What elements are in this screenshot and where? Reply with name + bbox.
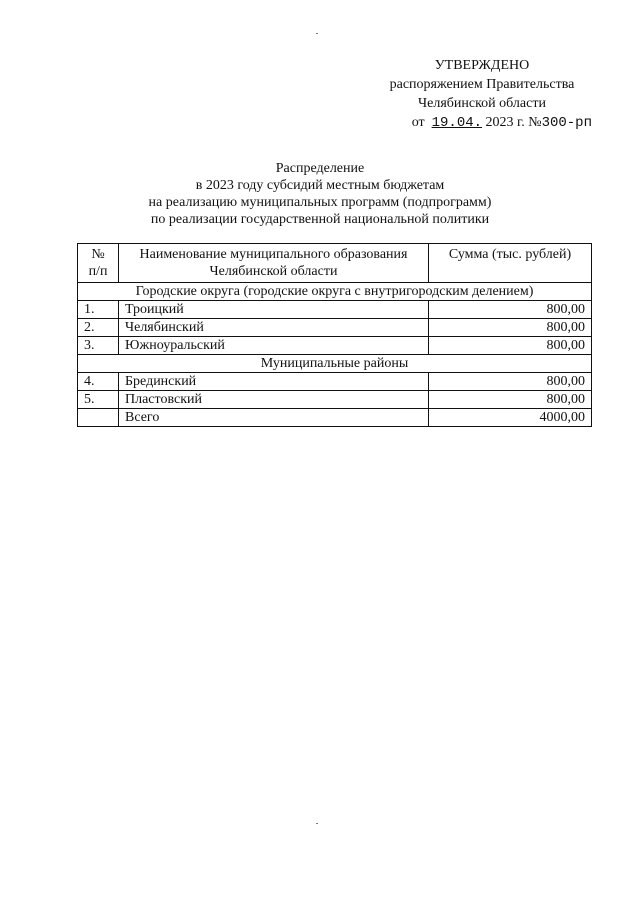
row-num: 3. — [78, 337, 119, 355]
date-value: 19.04. — [431, 115, 483, 131]
section-row — [78, 283, 592, 301]
total-num-empty — [78, 409, 119, 427]
table-row — [78, 391, 592, 409]
number-sign: № — [528, 115, 542, 130]
row-name: Троицкий — [119, 301, 429, 319]
title-line-2: в 2023 году субсидий местным бюджетам — [195, 178, 445, 193]
order-number: 300-рп — [541, 115, 592, 131]
row-name: Южноуральский — [119, 337, 429, 355]
header-name: Наименование муниципального образования Челябинской области — [119, 244, 429, 283]
section-urban-districts: Городские округа (городские округа с внутригородским делением) — [78, 283, 592, 301]
row-sum: 800,00 — [429, 319, 592, 337]
approval-line-1: распоряжением Правительства — [389, 77, 575, 92]
table-header-row — [78, 244, 592, 283]
row-sum: 800,00 — [429, 337, 592, 355]
total-row — [78, 409, 592, 427]
section-row — [78, 355, 592, 373]
row-name: Челябинский — [119, 319, 429, 337]
total-label: Всего — [119, 409, 429, 427]
section-municipal-districts: Муниципальные районы — [78, 355, 592, 373]
document-title — [0, 160, 640, 228]
total-sum: 4000,00 — [429, 409, 592, 427]
date-year: 2023 г. — [485, 115, 525, 130]
row-sum: 800,00 — [429, 301, 592, 319]
header-sum: Сумма (тыс. рублей) — [429, 244, 592, 283]
row-num: 2. — [78, 319, 119, 337]
distribution-table — [77, 243, 592, 427]
scan-speck — [316, 33, 318, 34]
approved-heading: УТВЕРЖДЕНО — [434, 58, 530, 73]
scan-speck — [316, 823, 318, 824]
table-row — [78, 319, 592, 337]
approval-line-2: Челябинской области — [418, 96, 546, 111]
row-sum: 800,00 — [429, 373, 592, 391]
title-line-1: Распределение — [275, 161, 365, 176]
table-row — [78, 337, 592, 355]
row-sum: 800,00 — [429, 391, 592, 409]
date-prefix: от — [411, 115, 425, 130]
title-line-3: на реализацию муниципальных программ (подпрограмм) — [148, 195, 492, 210]
approval-date-line — [372, 113, 592, 133]
row-num: 1. — [78, 301, 119, 319]
table-row — [78, 301, 592, 319]
header-num: № п/п — [78, 244, 119, 283]
row-name: Пластовский — [119, 391, 429, 409]
table-row — [78, 373, 592, 391]
title-line-4: по реализации государственной национальной политики — [150, 212, 490, 227]
row-name: Брединский — [119, 373, 429, 391]
row-num: 5. — [78, 391, 119, 409]
row-num: 4. — [78, 373, 119, 391]
approval-block — [372, 56, 592, 133]
